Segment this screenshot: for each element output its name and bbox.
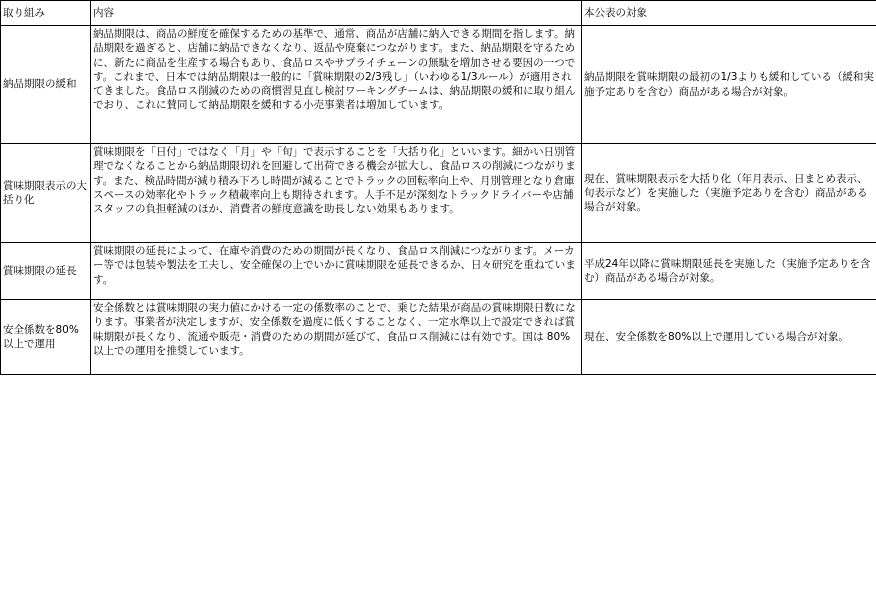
header-content: 内容 — [91, 1, 582, 26]
content-cell: 安全係数とは賞味期限の実力値にかける一定の係数率のことで、乗じた結果が商品の賞味期限日数になります。事業者が決定しますが、安全係数を過度に低くすることなく、一定水準以上で設定できれば賞味期限が長くなり、流通や販売・消費のための期間が延びて、食品ロス削減には有効です。国は 80%以上での運用を推奨しています。 — [91, 300, 582, 375]
table-row — [1, 300, 876, 375]
initiative-cell: 賞味期限表示の大括り化 — [1, 144, 91, 243]
table-row — [1, 243, 876, 300]
initiative-cell: 賞味期限の延長 — [1, 243, 91, 300]
content-cell: 納品期限は、商品の鮮度を確保するための基準で、通常、商品が店舗に納入できる期間を指します。納品期限を過ぎると、店舗に納品できなくなり、返品や廃棄につながります。また、納品期限を守るために、新たに商品を生産する場合もあり、食品ロスやサプライチェーンの無駄を増加させる要因の一つです。これまで、日本では納品期限は一般的に「賞味期限の2/3残し」（いわゆる1/3ルール）が適用されてきました。食品ロス削減のための商慣習見直し検討ワーキングチームは、納品期限の緩和に取り組んでおり、これに賛同して納品期限を緩和する小売事業者は増加しています。 — [91, 26, 582, 144]
table-row — [1, 26, 876, 144]
table-row — [1, 144, 876, 243]
initiative-cell: 安全係数を80%以上で運用 — [1, 300, 91, 375]
target-cell: 納品期限を賞味期限の最初の1/3よりも緩和している（緩和実施予定ありを含む）商品がある場合が対象。 — [582, 26, 876, 144]
content-cell: 賞味期限の延長によって、在庫や消費のための期間が長くなり、食品ロス削減につながります。メーカー等では包装や製法を工夫し、安全確保の上でいかに賞味期限を延長できるか、日々研究を重ねています。 — [91, 243, 582, 300]
header-target: 本公表の対象 — [582, 1, 876, 26]
content-cell: 賞味期限を「日付」ではなく「月」や「旬」で表示することを「大括り化」といいます。細かい日別管理でなくなることから納品期限切れを回避して出荷できる機会が拡大し、食品ロスの削減につながります。また、検品時間が減り積み下ろし時間が減ることでトラックの回転率向上や、月別管理となり倉庫スペースの効率化やトラック積載率向上も期待されます。人手不足が深刻なトラックドライバーや店舗スタッフの負担軽減のほか、消費者の鮮度意識を助長しない効果もあります。 — [91, 144, 582, 243]
initiative-cell: 納品期限の緩和 — [1, 26, 91, 144]
target-cell: 平成24年以降に賞味期限延長を実施した（実施予定ありを含む）商品がある場合が対象。 — [582, 243, 876, 300]
target-cell: 現在、賞味期限表示を大括り化（年月表示、日まとめ表示、旬表示など）を実施した（実施予定ありを含む）商品がある場合が対象。 — [582, 144, 876, 243]
target-cell: 現在、安全係数を80%以上で運用している場合が対象。 — [582, 300, 876, 375]
header-initiative: 取り組み — [1, 1, 91, 26]
table-header-row — [1, 1, 876, 26]
